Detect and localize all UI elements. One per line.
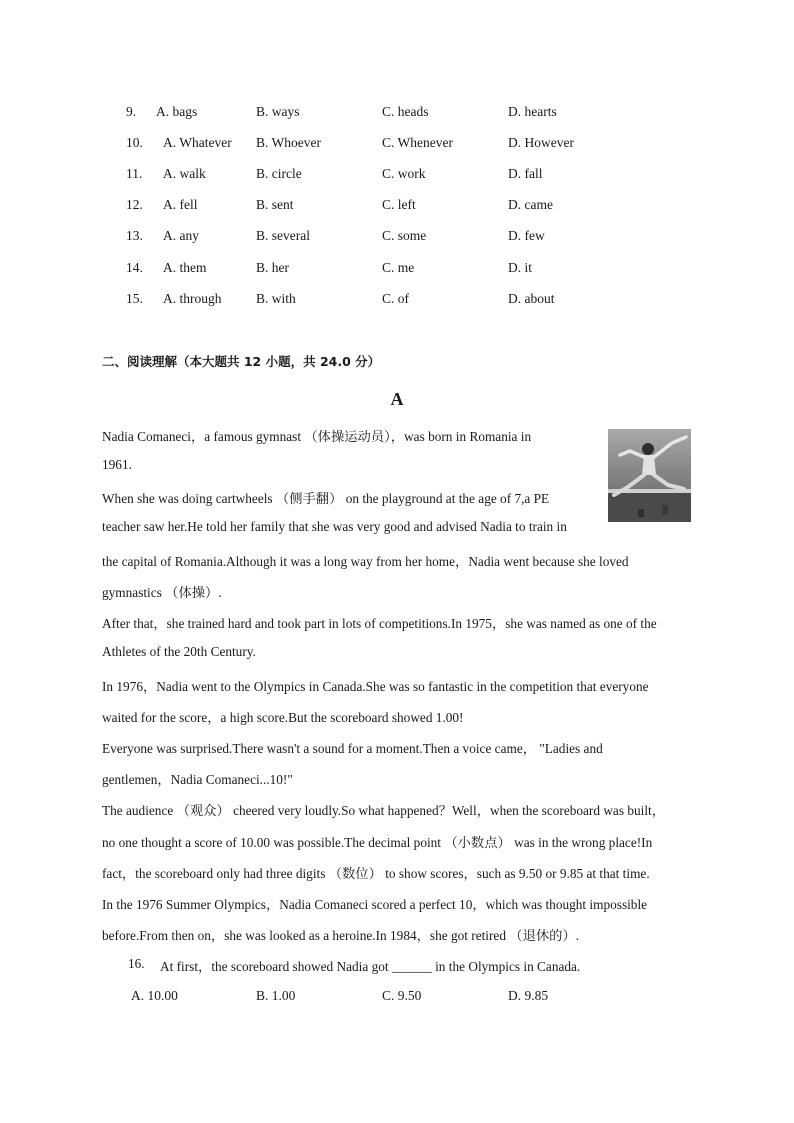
option-a: A. through <box>163 291 222 306</box>
passage-line: Nadia Comaneci，a famous gymnast （体操运动员），was born in Romania in <box>102 429 532 444</box>
option-row-12 <box>0 197 794 217</box>
option-row-11 <box>0 166 794 186</box>
gymnast-icon <box>608 429 691 522</box>
option-row-10 <box>0 135 794 155</box>
option-row-15 <box>0 291 794 311</box>
gymnast-photo <box>608 429 691 522</box>
question-16 <box>0 956 794 976</box>
question-number: 11. <box>126 166 143 181</box>
option-a: A. bags <box>156 104 198 119</box>
option-b: B. circle <box>256 166 302 181</box>
option-c: C. me <box>382 260 415 275</box>
option-b[interactable]: B. 1.00 <box>256 988 296 1003</box>
passage-line: Everyone was surprised.There wasn't a sound for a moment.Then a voice came， "Ladies and <box>102 741 603 756</box>
option-d: D. few <box>508 228 545 243</box>
option-d: D. about <box>508 291 555 306</box>
passage-line: the capital of Romania.Although it was a long way from her home，Nadia went because she loved <box>102 554 629 569</box>
option-a: A. Whatever <box>163 135 232 150</box>
option-b: B. Whoever <box>256 135 321 150</box>
option-row-9 <box>0 104 794 124</box>
passage-title: A <box>390 389 404 409</box>
option-d: D. came <box>508 197 553 212</box>
option-c: C. some <box>382 228 427 243</box>
question-number: 13. <box>126 228 143 243</box>
option-c: C. heads <box>382 104 429 119</box>
passage-line: gymnastics （体操）. <box>102 585 222 600</box>
passage-line: After that，she trained hard and took part in lots of competitions.In 1975，she was named as one of the <box>102 616 657 631</box>
passage-line: waited for the score，a high score.But the scoreboard showed 1.00! <box>102 710 464 725</box>
passage-line: before.From then on，she was looked as a heroine.In 1984，she got retired （退休的）. <box>102 928 580 943</box>
passage-line: Athletes of the 20th Century. <box>102 644 256 659</box>
option-b: B. ways <box>256 104 300 119</box>
option-c: C. of <box>382 291 409 306</box>
question-stem: At first，the scoreboard showed Nadia got ______ in the Olympics in Canada. <box>160 959 581 974</box>
question-number: 15. <box>126 291 143 306</box>
passage-line: teacher saw her.He told her family that she was very good and advised Nadia to train in <box>102 519 567 534</box>
option-row-14 <box>0 260 794 280</box>
option-row-13 <box>0 228 794 248</box>
passage-line: In 1976，Nadia went to the Olympics in Canada.She was so fantastic in the competition that everyone <box>102 679 649 694</box>
option-d: D. fall <box>508 166 543 181</box>
section-heading: 二、阅读理解（本大题共 12 小题，共 24.0 分） <box>102 354 381 369</box>
question-number: 16. <box>128 956 145 971</box>
option-c: C. left <box>382 197 416 212</box>
question-number: 14. <box>126 260 143 275</box>
option-a: A. fell <box>163 197 198 212</box>
question-number: 9. <box>126 104 137 119</box>
option-c: C. Whenever <box>382 135 453 150</box>
question-number: 10. <box>126 135 143 150</box>
question-number: 12. <box>126 197 143 212</box>
option-b: B. her <box>256 260 289 275</box>
option-a[interactable]: A. 10.00 <box>131 988 178 1003</box>
question-16-options <box>0 988 794 1008</box>
option-d: D. hearts <box>508 104 557 119</box>
option-d: D. However <box>508 135 574 150</box>
option-b: B. several <box>256 228 310 243</box>
passage-line: When she was doing cartwheels （侧手翻） on the playground at the age of 7,a PE <box>102 491 550 506</box>
option-a: A. any <box>163 228 199 243</box>
passage-line: In the 1976 Summer Olympics，Nadia Comaneci scored a perfect 10，which was thought impossible <box>102 897 648 912</box>
option-c[interactable]: C. 9.50 <box>382 988 422 1003</box>
option-d: D. it <box>508 260 533 275</box>
passage-line: fact，the scoreboard only had three digits （数位） to show scores，such as 9.50 or 9.85 at that time. <box>102 866 650 881</box>
passage-line: no one thought a score of 10.00 was possible.The decimal point （小数点） was in the wrong place!In <box>102 835 653 850</box>
option-a: A. them <box>163 260 207 275</box>
option-a: A. walk <box>163 166 206 181</box>
passage-line: 1961. <box>102 457 132 472</box>
option-c: C. work <box>382 166 426 181</box>
passage-line: The audience （观众） cheered very loudly.So what happened？Well，when the scoreboard was built， <box>102 803 666 818</box>
option-d[interactable]: D. 9.85 <box>508 988 549 1003</box>
passage-line: gentlemen，Nadia Comaneci...10!" <box>102 772 293 787</box>
option-b: B. sent <box>256 197 294 212</box>
option-b: B. with <box>256 291 296 306</box>
